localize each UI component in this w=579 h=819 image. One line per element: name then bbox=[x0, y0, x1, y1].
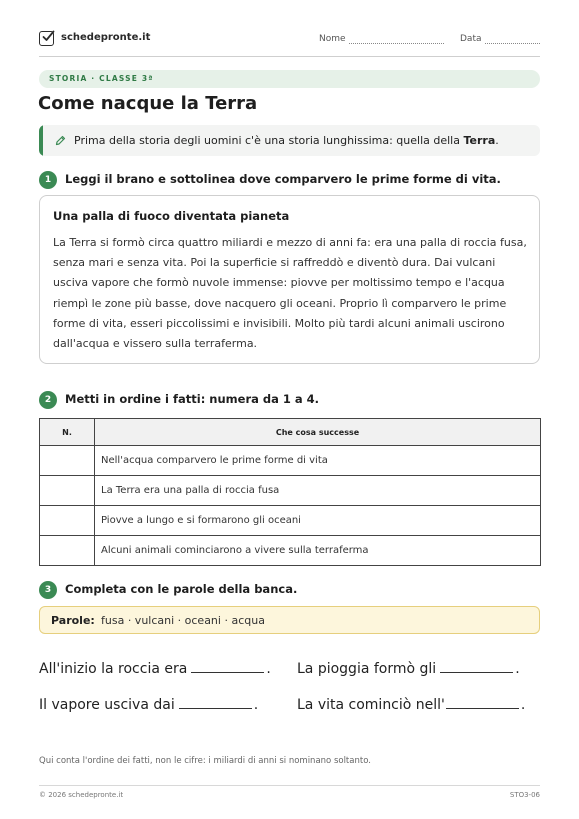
table-header-row bbox=[40, 419, 541, 446]
fill-sentence: La vita cominciò nell' . bbox=[297, 694, 525, 713]
date-field[interactable] bbox=[460, 34, 540, 44]
answer-blank[interactable] bbox=[179, 694, 252, 709]
subject-tag-label: STORIA · CLASSE 3ª bbox=[49, 74, 154, 83]
fill-sentence: Il vapore usciva dai . bbox=[39, 694, 258, 713]
event-cell: Nell'acqua comparvero le prime forme di vita bbox=[95, 446, 541, 476]
word-bank bbox=[39, 606, 540, 634]
table-row bbox=[40, 446, 541, 476]
footer-code: STO3-06 bbox=[509, 791, 540, 799]
page-title: Come nacque la Terra bbox=[38, 93, 258, 114]
intro-accent-bar bbox=[39, 125, 43, 156]
subject-tag bbox=[39, 70, 540, 88]
question-3-instruction: Completa con le parole della banca. bbox=[65, 582, 298, 596]
word-bank-words: fusa · vulcani · oceani · acqua bbox=[101, 614, 265, 627]
event-cell: Alcuni animali cominciarono a vivere sulla terraferma bbox=[95, 536, 541, 566]
answer-blank[interactable] bbox=[191, 658, 264, 673]
name-label: Nome bbox=[319, 34, 346, 44]
date-line bbox=[485, 34, 540, 44]
question-3-number: 3 bbox=[39, 581, 57, 599]
question-2-instruction: Metti in ordine i fatti: numera da 1 a 4. bbox=[65, 392, 320, 406]
order-number-cell[interactable] bbox=[40, 536, 95, 566]
reading-passage[interactable]: La Terra si formò circa quattro miliardi e mezzo di anni fa: era una palla di roccia fusa, senza mari e senza vita. Poi la superficie si raffreddò e diventò dura. Dai vulcani usciva vapore che formò nuvole immense: piovve per moltissimo tempo e l'acqua riempì le zone più basse, dove nacquero gli oceani. Proprio lì comparvero le prime forme di vita, esseri piccolissimi e invisibili. Molto più tardi alcuni animali uscirono dall'acqua e vissero sulla terraferma. bbox=[53, 236, 527, 351]
order-number-cell[interactable] bbox=[40, 506, 95, 536]
header-divider bbox=[39, 56, 540, 57]
name-line bbox=[349, 34, 444, 44]
intro-text: Prima della storia degli uomini c'è una storia lunghissima: quella della Terra. bbox=[74, 134, 499, 147]
question-1-number: 1 bbox=[39, 171, 57, 189]
logo-icon bbox=[39, 31, 54, 46]
column-header-event: Che cosa successe bbox=[95, 419, 541, 446]
footer-copyright: © 2026 schedepronte.it bbox=[39, 791, 124, 799]
question-1-instruction: Leggi il brano e sottolinea dove comparvero le prime forme di vita. bbox=[65, 172, 501, 186]
fill-sentence: La pioggia formò gli . bbox=[297, 658, 520, 677]
event-cell: La Terra era una palla di roccia fusa bbox=[95, 476, 541, 506]
column-header-number: N. bbox=[40, 419, 95, 446]
fill-sentence: All'inizio la roccia era . bbox=[39, 658, 271, 677]
answer-blank[interactable] bbox=[440, 658, 513, 673]
order-number-cell[interactable] bbox=[40, 446, 95, 476]
name-field[interactable] bbox=[319, 34, 444, 44]
event-cell: Piovve a lungo e si formarono gli oceani bbox=[95, 506, 541, 536]
date-label: Data bbox=[460, 34, 482, 44]
table-row bbox=[40, 536, 541, 566]
pencil-icon bbox=[55, 135, 66, 146]
intro-highlight: Terra bbox=[463, 134, 496, 147]
order-number-cell[interactable] bbox=[40, 476, 95, 506]
word-bank-label: Parole: bbox=[51, 614, 95, 627]
brand-name: schedepronte.it bbox=[61, 32, 151, 43]
order-table bbox=[39, 418, 541, 566]
table-row bbox=[40, 506, 541, 536]
intro-box bbox=[39, 125, 540, 156]
table-row bbox=[40, 476, 541, 506]
answer-blank[interactable] bbox=[446, 694, 519, 709]
passage-title: Una palla di fuoco diventata pianeta bbox=[53, 209, 290, 223]
footer-divider bbox=[39, 785, 540, 786]
teacher-note: Qui conta l'ordine dei fatti, non le cifre: i miliardi di anni si nominano soltanto. bbox=[39, 756, 371, 766]
question-2-number: 2 bbox=[39, 391, 57, 409]
